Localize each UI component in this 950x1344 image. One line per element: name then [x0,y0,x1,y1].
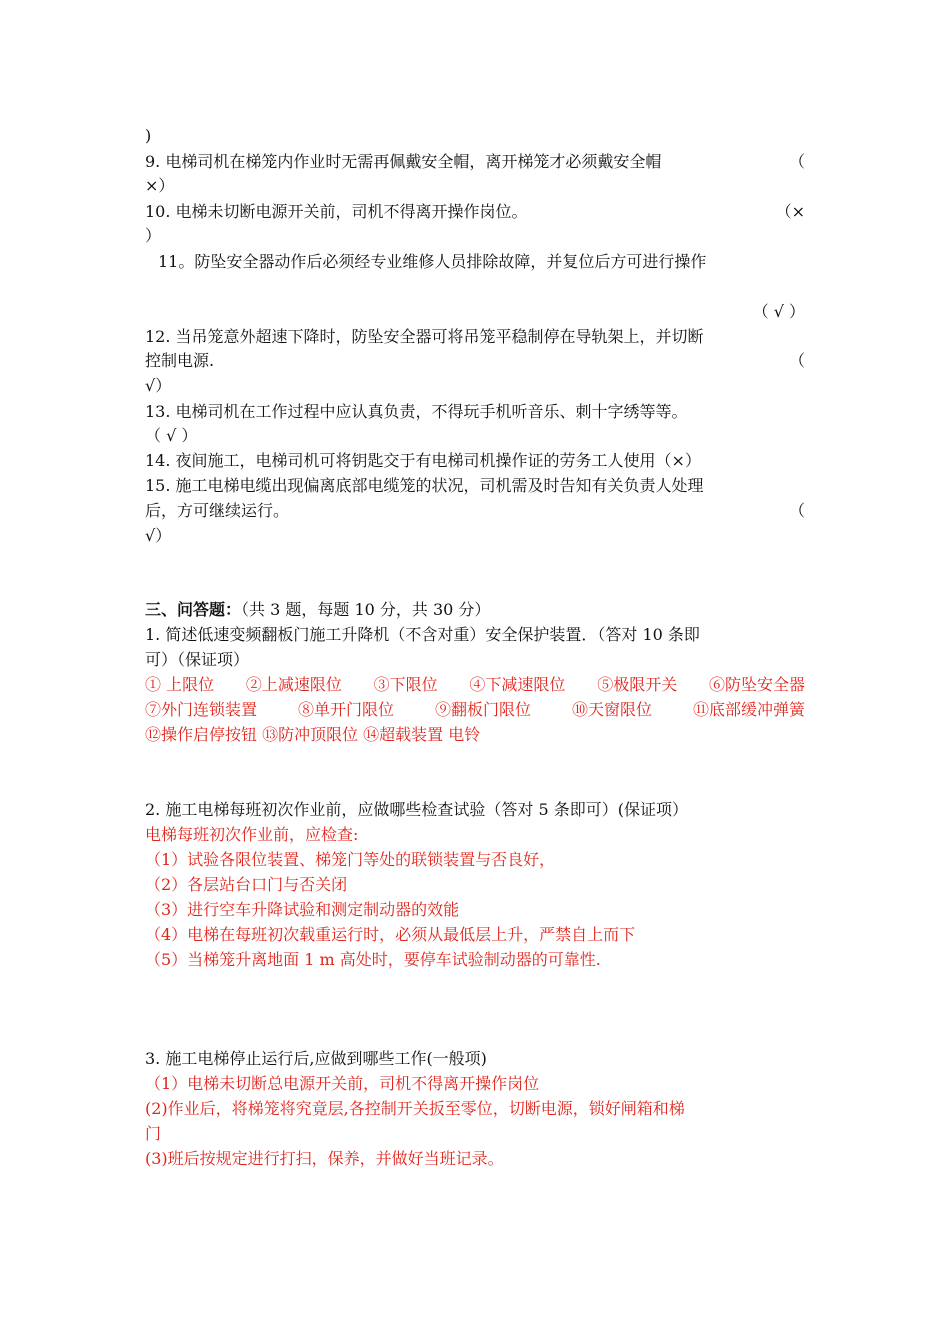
question-11: 11。防坠安全器动作后必须经专业维修人员排除故障，并复位后方可进行操作 [158,252,707,271]
answer-bracket: （ [788,501,805,520]
answer-line: 门 [145,1124,162,1143]
answer-bracket: （ [788,351,805,370]
question-15-cont [145,501,805,521]
answer-mark: ×） [145,176,175,195]
answer-mark: （× [775,202,805,221]
qa-question-1-cont: 可）（保证项） [145,650,250,669]
answer-line: （1）试验各限位装置、梯笼门等处的联锁装置与否良好， [145,850,556,869]
question-10 [145,202,805,222]
answer-item: ⑨翻板门限位 [434,700,531,719]
answer-bracket: （ [788,152,805,171]
question-15: 15. 施工电梯电缆出现偏离底部电缆笼的状况，司机需及时告知有关负责人处理 [145,476,704,495]
answer-mark: （ √ ） [145,426,198,445]
question-text: 10. 电梯未切断电源开关前，司机不得离开操作岗位。 [145,202,528,221]
section-title: 三、问答题： [145,600,242,619]
text-line: ) [145,126,152,145]
question-text: 后，方可继续运行。 [145,501,290,520]
answer-row-3: ⑫操作启停按钮 ⑬防冲顶限位 ⑭超载装置 电铃 [145,725,481,744]
answer-line: (2)作业后，将梯笼将究竟层,各控制开关扳至零位，切断电源，锁好闸箱和梯 [145,1099,685,1118]
answer-mark: √） [145,376,172,395]
qa-question-2: 2. 施工电梯每班初次作业前，应做哪些检查试验（答对 5 条即可）(保证项） [145,800,688,819]
answer-line: （5）当梯笼升离地面 1 m 高处时，要停车试验制动器的可靠性. [145,950,601,969]
section-subtitle: （共 3 题，每题 10 分，共 30 分） [241,600,491,619]
question-13: 13. 电梯司机在工作过程中应认真负责，不得玩手机听音乐、刺十字绣等等。 [145,402,688,421]
answer-item: ⑥防坠安全器 [708,675,805,694]
answer-bracket: ） [145,226,162,245]
answer-item: ④下减速限位 [469,675,566,694]
answer-item: ⑤极限开关 [597,675,678,694]
answer-row-2 [145,700,805,720]
answer-item: ⑪底部缓冲弹簧 [692,700,805,719]
answer-line: （4）电梯在每班初次载重运行时，必须从最低层上升，严禁自上而下 [145,925,636,944]
question-9 [145,152,805,172]
answer-mark: √） [145,526,172,545]
answer-row-1 [145,675,805,695]
question-12: 12. 当吊笼意外超速下降时，防坠安全器可将吊笼平稳制停在导轨架上，并切断 [145,327,704,346]
answer-item: ⑩天窗限位 [571,700,652,719]
answer-mark: （ √ ） [752,302,805,321]
answer-line: 电梯每班初次作业前，应检查: [145,825,359,844]
answer-item: ③下限位 [373,675,438,694]
answer-line: （3）进行空车升降试验和测定制动器的效能 [145,900,460,919]
answer-line: （2）各层站台口门与否关闭 [145,875,348,894]
section-heading [145,600,805,620]
qa-question-1: 1. 简述低速变频翻板门施工升降机（不含对重）安全保护装置．（答对 10 条即 [145,625,700,644]
answer-line: （1）电梯未切断总电源开关前，司机不得离开操作岗位 [145,1074,540,1093]
question-12-cont [145,351,805,371]
answer-item: ②上减速限位 [245,675,342,694]
answer-item: ⑦外门连锁装置 [145,700,258,719]
answer-item: ① 上限位 [145,675,215,694]
question-text: 控制电源. [145,351,215,370]
answer-line: (3)班后按规定进行打扫，保养，并做好当班记录。 [145,1149,504,1168]
qa-question-3: 3. 施工电梯停止运行后,应做到哪些工作(一般项) [145,1049,487,1068]
question-text: 9. 电梯司机在梯笼内作业时无需再佩戴安全帽，离开梯笼才必须戴安全帽 [145,152,662,171]
answer-item: ⑧单开门限位 [297,700,394,719]
question-14: 14. 夜间施工，电梯司机可将钥匙交于有电梯司机操作证的劳务工人使用（×） [145,451,701,470]
